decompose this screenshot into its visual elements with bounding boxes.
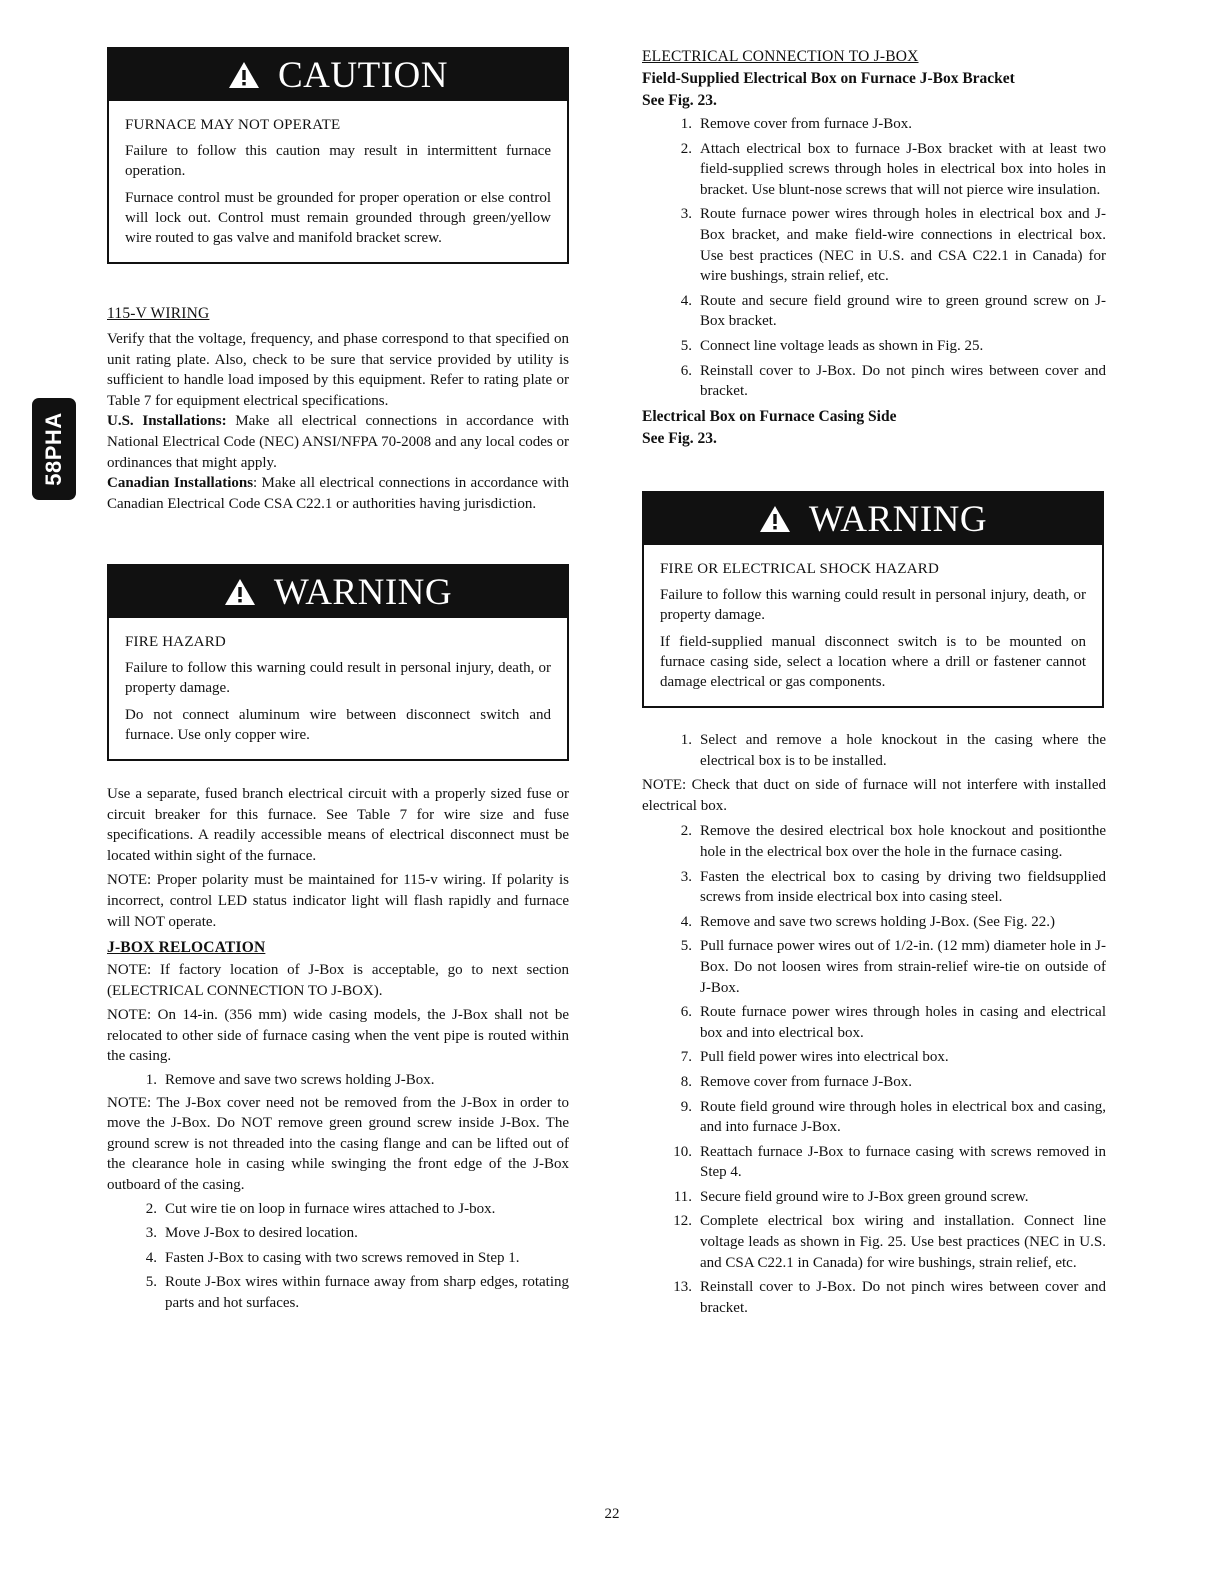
jbox-steps-list bbox=[107, 1199, 569, 1314]
casing-step: 11. Secure field ground wire to J-Box green ground screw. bbox=[673, 1188, 1029, 1205]
alert-triangle-icon bbox=[759, 505, 791, 533]
warning-title: WARNING bbox=[273, 571, 453, 613]
jbox-heading: J-BOX RELOCATION bbox=[107, 939, 266, 956]
polarity-note: NOTE: Proper polarity must be maintained for 115-v wiring. If polarity is incorrect, control LED status indicator light will flash rapidly and furnace will NOT operate. bbox=[107, 872, 569, 930]
jbox-bracket-fig-ref: See Fig. 23. bbox=[642, 92, 717, 109]
jbox-step: 5. Route J-Box wires within furnace away from sharp edges, rotating parts and hot surfaces. bbox=[145, 1274, 569, 1311]
warning-heading: FIRE HAZARD bbox=[125, 634, 226, 650]
casing-step: 7. Pull field power wires into electrical box. bbox=[680, 1049, 949, 1066]
electrical-connection-heading: ELECTRICAL CONNECTION TO J-BOX bbox=[642, 48, 919, 65]
casing-side-subheading: Electrical Box on Furnace Casing Side bbox=[642, 407, 897, 425]
caution-banner bbox=[109, 49, 567, 101]
shock-hazard-warning-box bbox=[642, 491, 1104, 708]
wiring-paragraph: Verify that the voltage, frequency, and phase correspond to that specified on unit rating plate. Also, check to be sure that service provided by utility is sufficient to handle load imposed by this equipment. Refer to rating plate or Table 7 for equipment electrical specifications. bbox=[107, 331, 569, 409]
caution-text-1: Failure to follow this caution may result in intermittent furnace operation. bbox=[125, 143, 551, 180]
us-text: Make all electrical connections in accordance with National Electrical Code (NEC) ANSI/NFPA 70-2008 and any local codes or ordinances that might apply. bbox=[107, 413, 569, 471]
bracket-step: 6. Reinstall cover to J-Box. Do not pinch wires between cover and bracket. bbox=[680, 362, 1106, 400]
circuit-paragraph: Use a separate, fused branch electrical circuit with a properly sized fuse or circuit breaker for this furnace. See Table 7 for wire size and fuse specifications. A readily accessible means of electrical disconnect must be located within sight of the furnace. bbox=[107, 786, 569, 864]
warning-text-1: Failure to follow this warning could result in personal injury, death, or property damage. bbox=[660, 587, 1086, 624]
canadian-installations bbox=[107, 473, 569, 514]
casing-side-fig-ref: See Fig. 23. bbox=[642, 429, 717, 447]
warning-banner bbox=[644, 493, 1102, 545]
jbox-step: 3. Move J-Box to desired location. bbox=[145, 1225, 358, 1242]
electrical-connection-section bbox=[642, 48, 1106, 448]
jbox-note-3: NOTE: The J-Box cover need not be removed from the J-Box in order to move the J-Box. Do NOT remove green ground screw inside J-Box. The ground screw is not threaded into the casing flange and can be lifted out of the clearance hole in casing while swinging the front edge of the J-Box outboard of the casing. bbox=[107, 1094, 569, 1193]
jbox-note-1: NOTE: If factory location of J-Box is acceptable, go to next section (ELECTRICAL CONNECTION TO J-BOX). bbox=[107, 962, 569, 999]
casing-step: 6. Route furnace power wires through holes in casing and electrical box and into electrical box. bbox=[680, 1004, 1106, 1041]
casing-step: 2. Remove the desired electrical box hole knockout and positionthe hole in the electrical box over the hole in the furnace casing. bbox=[680, 823, 1106, 860]
circuit-section bbox=[107, 784, 569, 932]
warning-text-2: If field-supplied manual disconnect switch is to be mounted on furnace casing side, select a location where a drill or fastener cannot damage electrical or gas components. bbox=[660, 633, 1086, 691]
casing-step: 1. Select and remove a hole knockout in the casing where the electrical box is to be installed. bbox=[680, 732, 1106, 769]
ca-text: : Make all electrical connections in accordance with Canadian Electrical Code CSA C22.1 or authorities having jurisdiction. bbox=[107, 475, 569, 512]
casing-step: 3. Fasten the electrical box to casing by driving two fieldsupplied screws from inside electrical box into casing steel. bbox=[680, 868, 1106, 906]
bracket-step: 5. Connect line voltage leads as shown in Fig. 25. bbox=[680, 337, 984, 354]
jbox-bracket-subheading: Field-Supplied Electrical Box on Furnace J-Box Bracket bbox=[642, 70, 1015, 87]
casing-step: 13. Reinstall cover to J-Box. Do not pinch wires between cover and bracket. bbox=[673, 1279, 1106, 1316]
caution-title: CAUTION bbox=[278, 54, 448, 96]
warning-text-2: Do not connect aluminum wire between disconnect switch and furnace. Use only copper wire. bbox=[125, 706, 551, 743]
jbox-step: 2. Cut wire tie on loop in furnace wires attached to J-box. bbox=[145, 1200, 496, 1217]
warning-banner bbox=[109, 566, 567, 618]
page-number: 22 bbox=[604, 1506, 620, 1522]
bracket-step: 3. Route furnace power wires through holes in electrical box and J-Box bracket, and make field-wire connections in electrical box. Use best practices (NEC in U.S. and CSA C22.1 in Canada) for wire bushings, strain relief, etc. bbox=[680, 206, 1106, 285]
wiring-heading: 115-V WIRING bbox=[107, 305, 210, 322]
casing-step: 9. Route field ground wire through holes in electrical box and casing, and into furnace J-Box. bbox=[680, 1098, 1106, 1136]
casing-step: 8. Remove cover from furnace J-Box. bbox=[680, 1073, 913, 1090]
casing-step: 10. Reattach furnace J-Box to furnace casing with screws removed in Step 4. bbox=[673, 1143, 1106, 1181]
bracket-step: 1. Remove cover from furnace J-Box. bbox=[680, 116, 913, 132]
casing-side-section bbox=[642, 730, 1106, 1318]
casing-step: 5. Pull furnace power wires out of 1/2-in. (12 mm) diameter hole in J-Box. Do not loosen wires from strain-relief wire-tie on outside of J-Box. bbox=[680, 938, 1106, 996]
jbox-note-2: NOTE: On 14-in. (356 mm) wide casing models, the J-Box shall not be relocated to other side of furnace casing when the vent pipe is routed within the casing. bbox=[107, 1007, 569, 1065]
casing-step: 4. Remove and save two screws holding J-Box. (See Fig. 22.) bbox=[680, 913, 1055, 930]
bracket-steps-list bbox=[642, 114, 1106, 402]
caution-box bbox=[107, 47, 569, 264]
warning-title: WARNING bbox=[808, 498, 988, 540]
us-lead: U.S. Installations: bbox=[107, 413, 227, 430]
jbox-step: 1. Remove and save two screws holding J-Box. bbox=[145, 1071, 435, 1088]
jbox-relocation-section bbox=[107, 939, 569, 1314]
us-installations bbox=[107, 411, 569, 473]
alert-triangle-icon bbox=[228, 61, 260, 89]
warning-heading: FIRE OR ELECTRICAL SHOCK HAZARD bbox=[660, 561, 939, 577]
fire-hazard-warning-box bbox=[107, 564, 569, 761]
casing-step: 12. Complete electrical box wiring and installation. Connect line voltage leads as shown in Fig. 25. Use best practices (NEC in U.S. and CSA C22.1 in Canada) for wire bushings, strain relief, etc. bbox=[673, 1213, 1106, 1271]
caution-heading: FURNACE MAY NOT OPERATE bbox=[125, 117, 341, 133]
side-tab bbox=[32, 398, 76, 500]
bracket-step: 4. Route and secure field ground wire to green ground screw on J-Box bracket. bbox=[680, 292, 1106, 330]
jbox-step: 4. Fasten J-Box to casing with two screws removed in Step 1. bbox=[145, 1249, 520, 1266]
wiring-section bbox=[107, 305, 569, 514]
bracket-step: 2. Attach electrical box to furnace J-Box bracket with at least two field-supplied screws through holes in electrical box into holes in bracket. Use blunt-nose screws that will not pierce wire insulation. bbox=[680, 140, 1106, 198]
warning-text-1: Failure to follow this warning could result in personal injury, death, or property damage. bbox=[125, 660, 551, 697]
casing-steps-list bbox=[642, 821, 1106, 1318]
caution-text-2: Furnace control must be grounded for proper operation or else control will lock out. Control must remain grounded through green/yellow wire routed to gas valve and manifold bracket screw. bbox=[125, 189, 551, 247]
alert-triangle-icon bbox=[224, 578, 256, 606]
casing-note: NOTE: Check that duct on side of furnace will not interfere with installed electrical box. bbox=[642, 777, 1106, 814]
side-tab-label: 58PHA bbox=[41, 412, 66, 486]
ca-lead: Canadian Installations bbox=[107, 475, 254, 492]
